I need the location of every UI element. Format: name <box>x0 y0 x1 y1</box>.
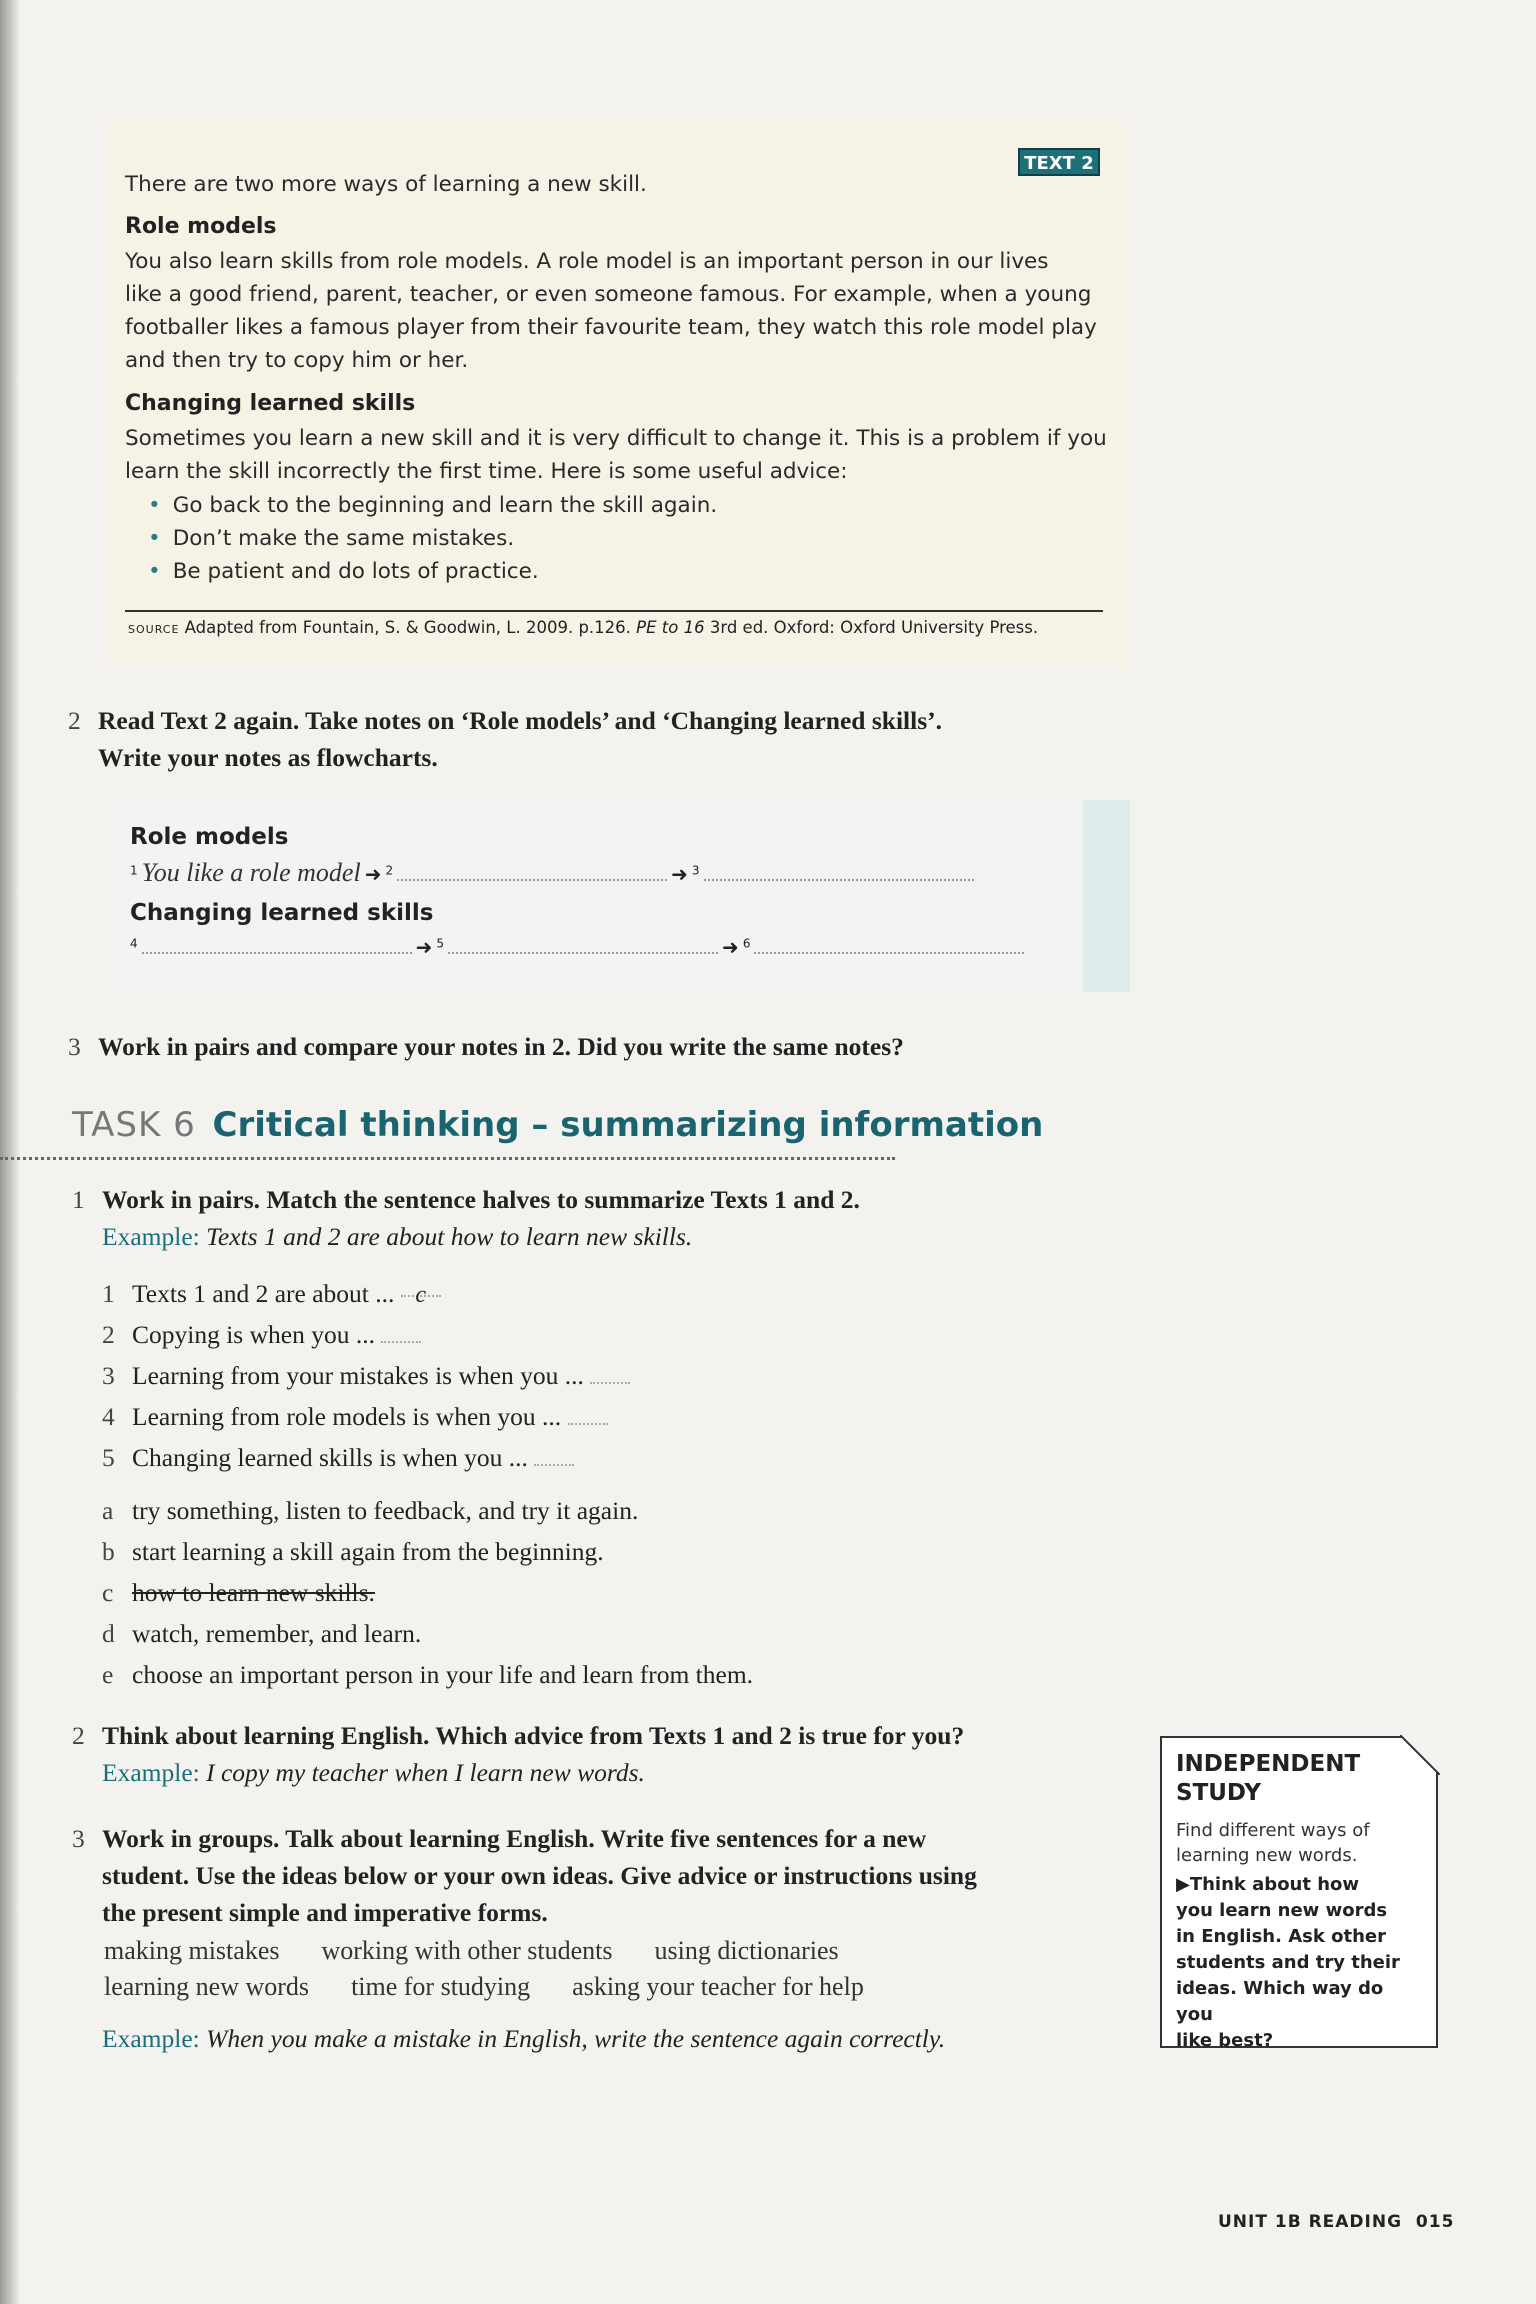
changing-skills-heading: Changing learned skills <box>125 391 416 416</box>
notes-role-heading: Role models <box>130 824 289 850</box>
list-item: 2 Copying is when you ... <box>102 1314 630 1355</box>
task6-question-3-example: Example: When you make a mistake in English, write the sentence again correctly. <box>102 2024 946 2053</box>
task6-heading: TASK 6 Critical thinking – summarizing information <box>72 1105 1044 1145</box>
note-2-blank[interactable] <box>397 861 667 881</box>
arrow-icon: ➜ <box>722 935 739 959</box>
divider <box>125 610 1103 612</box>
arrow-icon: ➜ <box>415 935 433 959</box>
list-item: 3 Learning from your mistakes is when you ... <box>102 1355 630 1396</box>
role-models-heading: Role models <box>125 214 277 239</box>
note-6-blank[interactable] <box>754 934 1024 954</box>
ideas-row-2: learning new words time for studying asking your teacher for help <box>104 1972 864 2001</box>
answer-blank[interactable] <box>381 1321 421 1343</box>
text2-badge: TEXT 2 <box>1018 148 1100 176</box>
arrow-icon: ➜ <box>671 862 688 886</box>
list-item: 1 Texts 1 and 2 are about ... c <box>102 1273 630 1314</box>
list-item: 4 Learning from role models is when you ... <box>102 1396 630 1437</box>
note-5-blank[interactable] <box>448 934 718 954</box>
list-item: • Go back to the beginning and learn the skill again. <box>148 493 718 518</box>
sentence-starts-list <box>102 1273 630 1478</box>
note-1-answer: You like a role model <box>141 858 361 887</box>
independent-study-box: INDEPENDENT STUDY Find different ways of learning new words. ▶Think about how you learn new words in English. Ask other students and try their ideas. Which way do you like best? <box>1160 1736 1438 2048</box>
list-item: • Don’t make the same mistakes. <box>148 526 515 551</box>
book-spine-shadow <box>0 0 20 2304</box>
advice-list <box>148 489 717 588</box>
task6-question-1: 1 Work in pairs. Match the sentence halves to summarize Texts 1 and 2. Example: Texts 1 and 2 are about how to learn new skills. <box>72 1185 860 1251</box>
list-item: d watch, remember, and learn. <box>102 1619 422 1648</box>
task6-question-3: 3 Work in groups. Talk about learning English. Write five sentences for a new student. Use the ideas below or your own ideas. Give advice or instructions using the present simple and imperative forms. <box>72 1824 977 1927</box>
list-item: b start learning a skill again from the beginning. <box>102 1537 604 1566</box>
list-item: • Be patient and do lots of practice. <box>148 559 539 584</box>
bullet-icon: • <box>148 559 161 584</box>
play-arrow-icon: ▶ <box>1176 1874 1190 1895</box>
list-item: 5 Changing learned skills is when you ... <box>102 1437 630 1478</box>
text2-intro: There are two more ways of learning a new skill. <box>125 172 647 197</box>
changing-skills-paragraph: Sometimes you learn a new skill and it is very difficult to change it. This is a problem if you learn the skill incorrectly the first time. Here is some useful advice: <box>125 426 1107 484</box>
ideas-row-1: making mistakes working with other students using dictionaries <box>104 1936 839 1965</box>
arrow-icon: ➜ <box>364 862 382 886</box>
note-4-blank[interactable] <box>142 934 412 954</box>
role-models-flowchart: $^1$ You like a role model ➜ $^2$ ➜ $^3$ <box>130 858 1030 894</box>
role-models-paragraph: You also learn skills from role models. A role model is an important person in our lives like a good friend, parent, teacher, or even someone famous. For example, when a young footballer likes a famous player from their favourite team, they watch this role model play and then try to copy him or her. <box>125 249 1097 373</box>
bullet-icon: • <box>148 493 161 518</box>
source-citation: SOURCE Adapted from Fountain, S. & Goodwin, L. 2009. p.126. PE to 16 3rd ed. Oxford: Oxford University Press. <box>128 618 1039 637</box>
changing-skills-flowchart: $^4$ ➜ $^5$ ➜ $^6$ <box>130 934 1030 970</box>
notes-panel-edge <box>1083 800 1130 992</box>
task6-question-2: 2 Think about learning English. Which advice from Texts 1 and 2 is true for you? Example: I copy my teacher when I learn new words. <box>72 1721 965 1787</box>
question-2: 2 Read Text 2 again. Take notes on ‘Role models’ and ‘Changing learned skills’. Write your notes as flowcharts. <box>68 706 942 772</box>
divider <box>0 1157 895 1160</box>
folded-corner-icon <box>1400 1735 1440 1775</box>
answer-blank[interactable] <box>568 1403 608 1425</box>
sentence-endings-list <box>102 1490 753 1695</box>
page-footer: UNIT 1B READING 015 <box>1218 2212 1455 2232</box>
list-item-crossed-out: c how to learn new skills. <box>102 1578 375 1607</box>
answer-blank[interactable] <box>590 1362 630 1384</box>
answer-blank[interactable] <box>534 1444 574 1466</box>
answer-blank[interactable]: c <box>401 1275 441 1297</box>
question-3: 3 Work in pairs and compare your notes in 2. Did you write the same notes? <box>68 1032 904 1061</box>
list-item: a try something, listen to feedback, and try it again. <box>102 1496 639 1525</box>
note-3-blank[interactable] <box>704 861 974 881</box>
notes-changing-heading: Changing learned skills <box>130 900 434 926</box>
bullet-icon: • <box>148 526 161 551</box>
list-item: e choose an important person in your life and learn from them. <box>102 1660 754 1689</box>
